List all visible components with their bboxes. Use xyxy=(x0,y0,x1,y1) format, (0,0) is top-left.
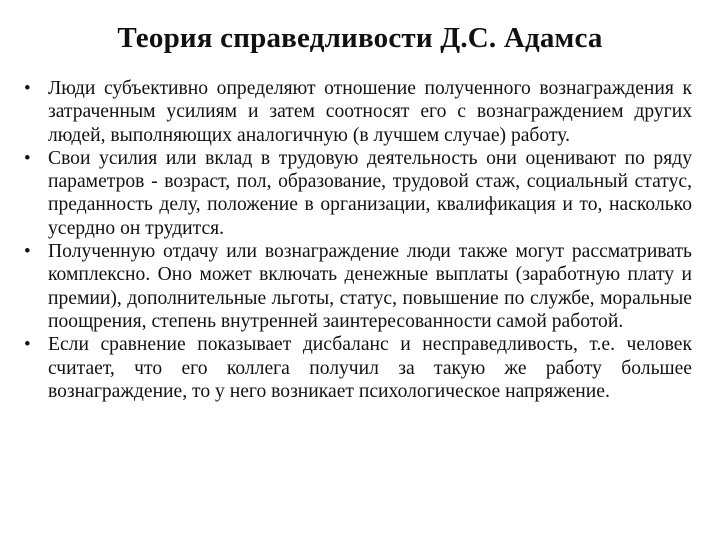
bullet-text: Люди субъективно определяют отношение полученного вознаграждения к затраченным усилиям и затем соотносят его с вознаграждением других людей, выполняющих аналогичную (в лучшем случае) работу. xyxy=(48,78,692,146)
bullet-point-icon: • xyxy=(24,147,31,169)
bullet-item xyxy=(22,147,692,240)
bullet-list xyxy=(22,77,692,403)
bullet-item xyxy=(22,333,692,403)
bullet-item xyxy=(22,77,692,147)
bullet-point-icon: • xyxy=(24,241,31,263)
slide-title: Теория справедливости Д.С. Адамса xyxy=(117,22,603,54)
bullet-point-icon: • xyxy=(24,78,31,99)
bullet-item xyxy=(22,240,692,333)
bullet-text: Если сравнение показывает дисбаланс и несправедливость, т.е. человек считает, что его коллега получил за такую же работу большее вознаграждение, то у него возникает психологическое напряжение. xyxy=(48,334,692,402)
bullet-text: Свои усилия или вклад в трудовую деятельность они оценивают по ряду параметров - возраст, пол, образование, трудовой стаж, социальный статус, преданность делу, положение в организации, квалификация и то, насколько усердно он трудится. xyxy=(48,147,692,239)
bullet-point-icon: • xyxy=(24,334,31,356)
bullet-text: Полученную отдачу или вознаграждение люди также могут рассматривать комплексно. Оно может включать денежные выплаты (заработную плату и премии), дополнительные льготы, статус, повышение по службе, моральные поощрения, степень внутренней заинтересованности самой работой. xyxy=(48,241,692,332)
